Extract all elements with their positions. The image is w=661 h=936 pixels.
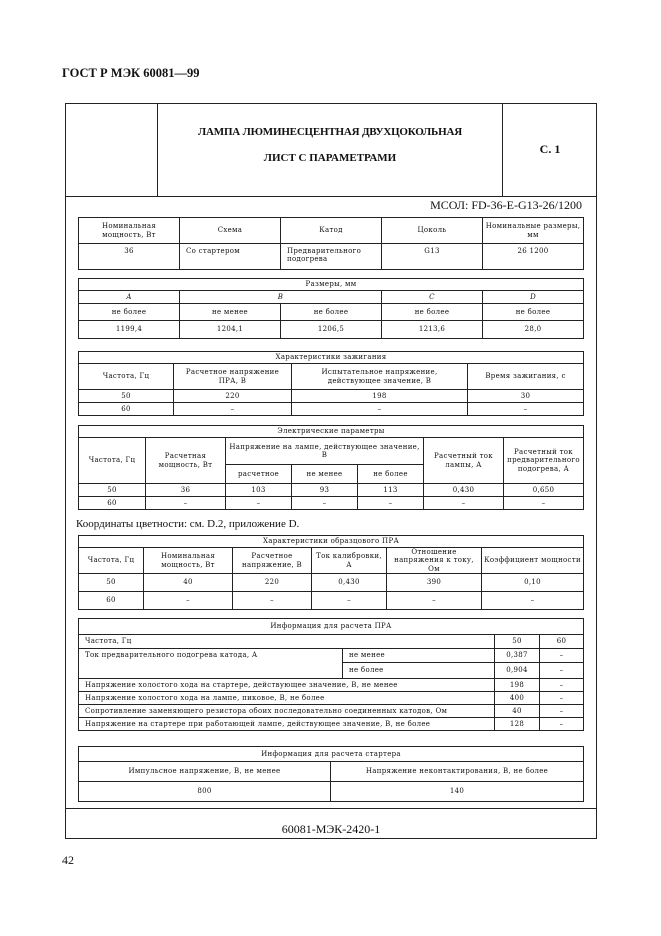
limit-label: не более xyxy=(483,304,584,321)
header-cell: Номинальная мощность, Вт xyxy=(79,218,180,244)
table-cell: 50 xyxy=(79,574,144,592)
table-cell: 140 xyxy=(331,782,584,802)
header-cell: Расчетное напряжение ПРА, В xyxy=(174,364,292,390)
table-cell: 800 xyxy=(79,782,331,802)
page-number: 42 xyxy=(62,853,74,867)
header-cell: Частота, Гц xyxy=(79,438,146,484)
table-cell: 198 xyxy=(495,679,540,692)
sheet-page-label: С. 1 xyxy=(539,142,561,156)
sub-header-cell: расчетное xyxy=(226,465,292,484)
table-cell: 60 xyxy=(79,592,144,610)
table-cell: 390 xyxy=(387,574,482,592)
header-cell: Расчетный ток предварительного подогрева, А xyxy=(504,438,584,484)
header-cell: Импульсное напряжение, В, не менее xyxy=(79,762,331,782)
header-divider xyxy=(157,103,158,197)
limit-label: не более xyxy=(281,304,382,321)
header-cell: Напряжение на лампе, действующее значение, В xyxy=(226,438,424,465)
table-cell: G13 xyxy=(382,244,483,270)
ballast-design-table xyxy=(78,618,584,731)
header-cell: Напряжение неконтактирования, В, не более xyxy=(331,762,584,782)
header-cell: Цоколь xyxy=(382,218,483,244)
limit-label: не более xyxy=(343,663,495,679)
table-cell: 400 xyxy=(495,692,540,705)
chromaticity-note: Координаты цветности: см. D.2, приложение D. xyxy=(76,518,300,530)
dimension-letter: A xyxy=(79,291,180,304)
dimension-letter: C xyxy=(382,291,483,304)
table-cell: – xyxy=(540,663,584,679)
limit-label: не менее xyxy=(343,649,495,663)
sub-header-cell: не менее xyxy=(292,465,358,484)
table-cell: – xyxy=(292,403,468,416)
table-cell: – xyxy=(482,592,584,610)
limit-label: не более xyxy=(382,304,483,321)
header-cell: Схема xyxy=(180,218,281,244)
header-cell: Расчетный ток лампы, А xyxy=(424,438,504,484)
header-cell: Катод xyxy=(281,218,382,244)
sheet-title: ЛАМПА ЛЮМИНЕСЦЕНТНАЯ ДВУХЦОКОЛЬНАЯ xyxy=(198,126,462,138)
table-cell: 113 xyxy=(358,484,424,497)
row-label: Напряжение холостого хода на стартере, действующее значение, В, не менее xyxy=(79,679,495,692)
table-cell: Предварительного подогрева xyxy=(281,244,382,270)
header-cell: Расчетная мощность, Вт xyxy=(146,438,226,484)
reference-ballast-table xyxy=(78,535,584,610)
header-cell: Отношение напряжения к току, Ом xyxy=(387,548,482,574)
table-cell: 60 xyxy=(79,497,146,510)
table-cell: 1213,6 xyxy=(382,321,483,339)
dimension-letter: B xyxy=(180,291,382,304)
header-cell: Коэффициент мощности xyxy=(482,548,584,574)
table-cell: 128 xyxy=(495,718,540,731)
table-cell: 60 xyxy=(79,403,174,416)
table-cell: – xyxy=(226,497,292,510)
table-cell: 36 xyxy=(79,244,180,270)
table-cell: – xyxy=(468,403,584,416)
dimension-letter: D xyxy=(483,291,584,304)
limit-label: не более xyxy=(79,304,180,321)
table-cell: 40 xyxy=(144,574,233,592)
table-cell: 40 xyxy=(495,705,540,718)
table-cell: – xyxy=(292,497,358,510)
starter-design-table xyxy=(78,746,584,802)
table-cell: 0,430 xyxy=(312,574,387,592)
table-cell: – xyxy=(174,403,292,416)
footer-top-line xyxy=(65,808,597,809)
table-cell: – xyxy=(540,649,584,663)
table-cell: – xyxy=(424,497,504,510)
table-caption: Характеристики зажигания xyxy=(79,352,584,364)
table-cell: – xyxy=(504,497,584,510)
table-cell: – xyxy=(387,592,482,610)
table-cell: – xyxy=(540,692,584,705)
table-cell: Со стартером xyxy=(180,244,281,270)
table-cell: 0,430 xyxy=(424,484,504,497)
table-cell: 0,650 xyxy=(504,484,584,497)
limit-label: не менее xyxy=(180,304,281,321)
table-cell: – xyxy=(358,497,424,510)
table-cell: 50 xyxy=(79,484,146,497)
header-cell: Номинальная мощность, Вт xyxy=(144,548,233,574)
header-cell: Частота, Гц xyxy=(79,548,144,574)
table-cell: 220 xyxy=(233,574,312,592)
table-cell: 1204,1 xyxy=(180,321,281,339)
table-cell: 1206,5 xyxy=(281,321,382,339)
table-cell: 220 xyxy=(174,390,292,403)
dimensions-table xyxy=(78,278,584,339)
table-cell: 28,0 xyxy=(483,321,584,339)
table-caption: Размеры, мм xyxy=(79,279,584,291)
document-title: ГОСТ Р МЭК 60081—99 xyxy=(62,66,200,80)
table-cell: 198 xyxy=(292,390,468,403)
row-label: Напряжение на стартере при работающей лампе, действующее значение, В, не более xyxy=(79,718,495,731)
lamp-general-table xyxy=(78,217,584,270)
electrical-table xyxy=(78,425,584,510)
table-caption: Информация для расчета стартера xyxy=(79,747,584,762)
header-bottom-line xyxy=(65,196,597,197)
table-cell: – xyxy=(233,592,312,610)
table-cell: – xyxy=(540,679,584,692)
table-caption: Электрические параметры xyxy=(79,426,584,438)
table-caption: Характеристики образцового ПРА xyxy=(79,536,584,548)
table-cell: 0,387 xyxy=(495,649,540,663)
header-cell: Время зажигания, с xyxy=(468,364,584,390)
table-cell: – xyxy=(146,497,226,510)
header-cell: Испытательное напряжение, действующее значение, В xyxy=(292,364,468,390)
row-label: Напряжение холостого хода на лампе, пиковое, В, не более xyxy=(79,692,495,705)
header-cell: Номинальные размеры, мм xyxy=(483,218,584,244)
header-cell: Частота, Гц xyxy=(79,364,174,390)
lamp-designation: МСОЛ: FD-36-E-G13-26/1200 xyxy=(430,198,582,212)
table-cell: – xyxy=(312,592,387,610)
table-cell: – xyxy=(540,718,584,731)
sub-header-cell: не более xyxy=(358,465,424,484)
row-label: Ток предварительного подогрева катода, А xyxy=(79,649,343,679)
ignition-table xyxy=(78,351,584,416)
table-cell: 50 xyxy=(495,635,540,649)
table-cell: 60 xyxy=(540,635,584,649)
header-cell: Ток калибровки, А xyxy=(312,548,387,574)
header-cell: Расчетное напряжение, В xyxy=(233,548,312,574)
sheet-code: 60081-МЭК-2420-1 xyxy=(281,822,381,836)
table-caption: Информация для расчета ПРА xyxy=(79,619,584,635)
table-cell: 26 1200 xyxy=(483,244,584,270)
table-cell: 103 xyxy=(226,484,292,497)
table-cell: 93 xyxy=(292,484,358,497)
table-cell: 0,904 xyxy=(495,663,540,679)
table-cell: 0,10 xyxy=(482,574,584,592)
table-cell: – xyxy=(540,705,584,718)
sheet-subtitle: ЛИСТ С ПАРАМЕТРАМИ xyxy=(263,152,397,164)
table-cell: 30 xyxy=(468,390,584,403)
table-cell: 1199,4 xyxy=(79,321,180,339)
row-label: Сопротивление заменяющего резистора обоих последовательно соединенных катодов, Ом xyxy=(79,705,495,718)
table-cell: 36 xyxy=(146,484,226,497)
row-label: Частота, Гц xyxy=(79,635,495,649)
table-cell: – xyxy=(144,592,233,610)
table-cell: 50 xyxy=(79,390,174,403)
